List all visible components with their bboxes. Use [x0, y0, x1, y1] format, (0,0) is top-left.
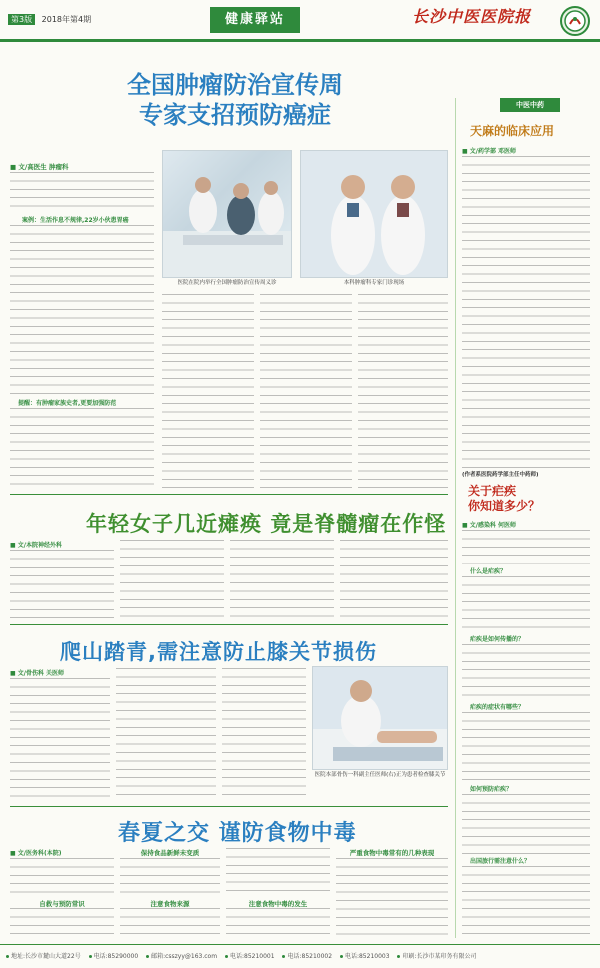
sidebar-q5: 出国旅行需注意什么？ — [470, 858, 531, 865]
sidebar-q4: 如何预防疟疾？ — [470, 786, 513, 793]
bullet-icon — [397, 955, 400, 958]
article4-text-col1 — [10, 858, 114, 898]
article1-text-intro — [10, 172, 154, 212]
sidebar-category — [500, 98, 560, 112]
article1-text-col1b — [10, 408, 154, 492]
bullet-icon — [146, 955, 149, 958]
article4-text-col2b — [120, 908, 220, 940]
article1-title-line2: 专家支招预防癌症 — [139, 101, 331, 129]
footer-phone4: 电话:85210003 — [344, 953, 390, 960]
footer-phone3: 电话:85210002 — [287, 953, 333, 960]
article3-title: 爬山踏青,需注意防止膝关节损伤 — [60, 640, 377, 664]
article1-text-col2 — [162, 294, 254, 490]
sidebar-text2f — [462, 866, 590, 938]
sidebar-author-note: (作者系医院药学部主任中药师) — [462, 472, 539, 478]
hospital-logo-icon — [560, 6, 590, 36]
article1-subhead2: 提醒：有肿瘤家族史者,更要加强防范 — [18, 400, 117, 407]
sidebar-text2d — [462, 712, 590, 782]
article1-photo2-caption: 本科肿瘤科专家门诊现场 — [343, 280, 405, 286]
article1-title-line1: 全国肿瘤防治宣传周 — [127, 71, 343, 99]
article4-text-col2 — [120, 858, 220, 898]
article4-title: 春夏之交 谨防食物中毒 — [118, 821, 357, 846]
article1-photo1-caption: 医院在院内举行全国肿瘤防治宣传周义诊 — [177, 280, 277, 286]
page-number-label: 第3版 — [8, 14, 35, 25]
article1-text-col1a — [10, 225, 154, 395]
article3-text-col3 — [222, 668, 306, 800]
sidebar-q1: 什么是疟疾？ — [470, 568, 507, 575]
footer-email: 邮箱:csszyy@163.com — [151, 953, 218, 960]
divider-article3 — [10, 624, 448, 625]
bullet-icon — [89, 955, 92, 958]
article1-text-col4 — [358, 294, 448, 490]
divider-article4 — [10, 806, 448, 807]
article3-text-col2 — [116, 668, 216, 800]
article2-text-col4 — [340, 540, 448, 620]
sidebar-text2e — [462, 794, 590, 854]
article4-subhead3: 严重食物中毒常有的几种表现 — [349, 849, 435, 857]
footer-phone1: 电话:85290000 — [93, 953, 139, 960]
article4-byline: ■ 文/医务科(本院) — [10, 850, 62, 857]
divider-article2 — [10, 494, 448, 495]
sidebar-title2-line2: 你知道多少？ — [468, 499, 541, 513]
bullet-icon — [225, 955, 228, 958]
bullet-icon — [6, 955, 9, 958]
sidebar-text2a — [462, 530, 590, 564]
sidebar-text2c — [462, 644, 590, 700]
sidebar-q3: 疟疾的症状有哪些？ — [470, 704, 525, 711]
article4-text-col4 — [336, 858, 448, 940]
sidebar-title1: 天麻的临床应用 — [470, 124, 555, 138]
article4-text-col3b — [226, 908, 330, 940]
article1-title — [70, 70, 400, 130]
article2-text-col1 — [10, 550, 114, 620]
sidebar-byline1: ■ 文/药学部 邓医师 — [462, 148, 517, 155]
bullet-icon — [340, 955, 343, 958]
page-footer — [0, 944, 600, 968]
article1-subhead1: 案例：生活作息不规律,22岁小伙患胃癌 — [22, 217, 129, 224]
bullet-icon — [282, 955, 285, 958]
sidebar-title2 — [468, 484, 540, 514]
article4-subhead2: 注意食物来源 — [150, 900, 190, 908]
article3-text-col1 — [10, 678, 110, 800]
section-title: 健康驿站 — [210, 7, 300, 33]
article3-photo-caption: 医院本部骨伤一科副主任医师(右)正为患者检查膝关节 — [314, 772, 446, 778]
footer-phone2: 电话:85210001 — [230, 953, 275, 960]
article3-photo — [312, 666, 448, 770]
footer-printer: 印刷:长沙市某印务有限公司 — [402, 953, 477, 960]
sidebar-q2: 疟疾是如何传播的？ — [470, 636, 525, 643]
issue-date: 2018年第4期 — [41, 15, 92, 24]
article4-text-col1b — [10, 908, 114, 940]
sidebar-category-label: 中医中药 — [516, 101, 544, 109]
article2-title: 年轻女子几近瘫痪 竟是脊髓瘤在作怪 — [86, 512, 447, 536]
sidebar-title2-line1: 关于疟疾 — [468, 484, 517, 498]
article4-subhead5: 注意食物中毒的发生 — [248, 900, 308, 908]
article3-byline: ■ 文/骨伤科 关医师 — [10, 670, 65, 677]
article4-text-col3 — [226, 848, 330, 898]
article1-photo1 — [162, 150, 292, 278]
article1-photo2 — [300, 150, 448, 278]
article4-subhead1: 保持食品新鲜未变质 — [140, 849, 200, 857]
sidebar-byline2: ■ 文/感染科 何医师 — [462, 522, 517, 529]
sidebar-text2b — [462, 576, 590, 632]
masthead: 长沙中医医院报 — [412, 7, 532, 26]
article1-text-col3 — [260, 294, 352, 490]
article2-text-col2 — [120, 540, 224, 620]
article4-subhead4: 自救与预防常识 — [39, 900, 85, 908]
page-number — [8, 14, 91, 25]
footer-address: 地址:长沙市麓山大道22号 — [11, 953, 81, 960]
sidebar-text1 — [462, 156, 590, 468]
article1-byline: ■ 文/高医生 肿瘤科 — [10, 163, 69, 171]
article2-byline: ■ 文/本院神经外科 — [10, 542, 62, 549]
article2-text-col3 — [230, 540, 334, 620]
